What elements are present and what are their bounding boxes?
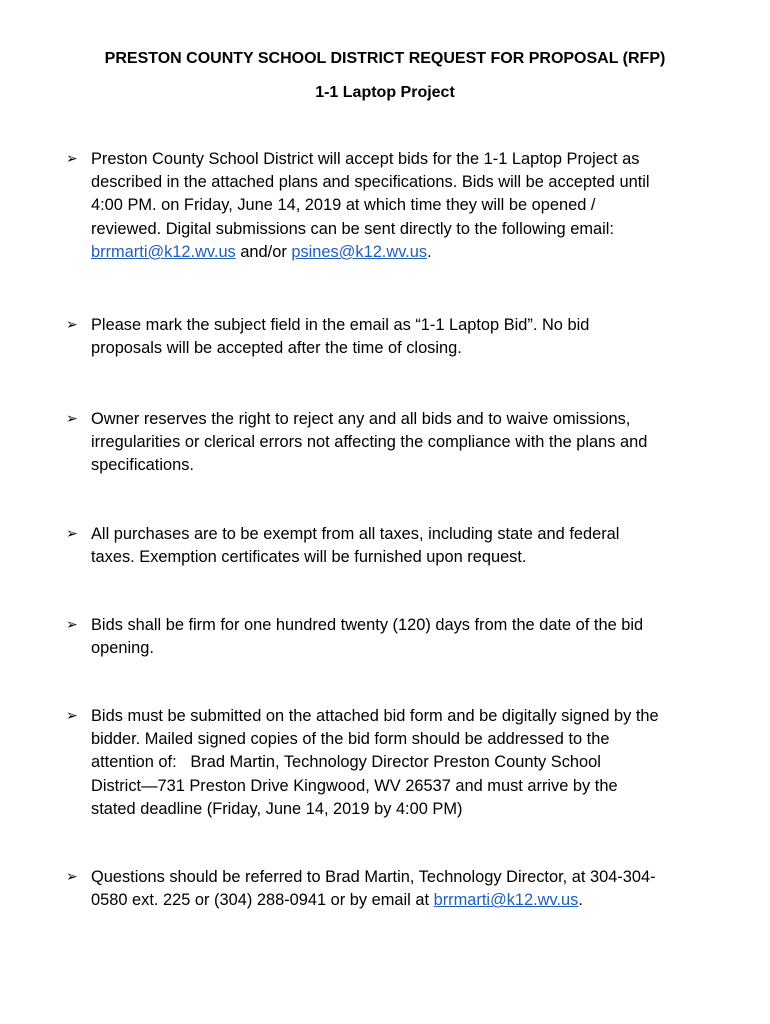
text-line: described in the attached plans and specifications. Bids will be accepted until: [91, 173, 650, 192]
text-line: 4:00 PM. on Friday, June 14, 2019 at which time they will be opened /: [91, 196, 596, 215]
bullet-bid-acceptance: [66, 148, 730, 264]
text-line: Questions should be referred to Brad Martin, Technology Director, at 304-304-: [91, 868, 656, 886]
bullet-arrow-icon: ➢: [66, 869, 78, 885]
bullet-submission-form: [66, 705, 730, 821]
contact-prefix: 0580 ext. 225 or (304) 288-0941 or by email at: [91, 891, 434, 910]
document-title: PRESTON COUNTY SCHOOL DISTRICT REQUEST FOR PROPOSAL (RFP): [104, 50, 666, 67]
email-line: [91, 889, 730, 912]
bullet-text: [91, 705, 730, 821]
bullet-questions-contact: [66, 866, 730, 912]
sentence-end: .: [427, 242, 432, 261]
email-line: [91, 241, 730, 264]
email-link-brrmarti[interactable]: brrmarti@k12.wv.us: [91, 242, 236, 261]
document-subtitle: 1-1 Laptop Project: [315, 84, 455, 101]
text-line: bidder. Mailed signed copies of the bid form should be addressed to the: [91, 730, 610, 749]
bullet-arrow-icon: ➢: [66, 317, 78, 333]
text-line: reviewed. Digital submissions can be sent directly to the following email:: [91, 219, 614, 238]
email-link-psines[interactable]: psines@k12.wv.us: [291, 242, 428, 261]
text-line: District—731 Preston Drive Kingwood, WV 26537 and must arrive by the: [91, 776, 618, 795]
text-line: irregularities or clerical errors not affecting the compliance with the plans and: [91, 433, 648, 452]
bullet-owner-rights: [66, 408, 730, 478]
email-separator: and/or: [235, 242, 292, 261]
bullet-subject-field: [66, 314, 730, 360]
bullet-text: [91, 148, 730, 264]
bullet-tax-exempt: [66, 523, 730, 569]
sentence-end: .: [578, 891, 583, 910]
bullet-arrow-icon: ➢: [66, 411, 78, 427]
text-line: Preston County School District will accept bids for the 1-1 Laptop Project as: [91, 150, 640, 168]
bullet-arrow-icon: ➢: [66, 708, 78, 724]
bullet-text: [91, 523, 730, 569]
text-line: attention of: Brad Martin, Technology Director Preston County School: [91, 753, 601, 772]
bullet-text: [91, 614, 730, 660]
text-line: Bids shall be firm for one hundred twenty (120) days from the date of the bid: [91, 616, 644, 634]
bullet-arrow-icon: ➢: [66, 151, 78, 167]
email-link-brrmarti[interactable]: brrmarti@k12.wv.us: [433, 891, 579, 910]
bullet-bid-firm-period: [66, 614, 730, 660]
bullet-text: [91, 408, 730, 478]
text-line: Please mark the subject field in the email as “1-1 Laptop Bid”. No bid: [91, 316, 590, 334]
text-line: taxes. Exemption certificates will be furnished upon request.: [91, 548, 527, 567]
text-line: opening.: [91, 639, 154, 658]
text-line: stated deadline (Friday, June 14, 2019 by 4:00 PM): [91, 799, 463, 818]
text-line: All purchases are to be exempt from all taxes, including state and federal: [91, 525, 620, 543]
bullet-arrow-icon: ➢: [66, 617, 78, 633]
bullet-arrow-icon: ➢: [66, 526, 78, 542]
text-line: Owner reserves the right to reject any and all bids and to waive omissions,: [91, 410, 631, 428]
text-line: specifications.: [91, 456, 194, 475]
bullet-text: [91, 314, 730, 360]
text-line: Bids must be submitted on the attached bid form and be digitally signed by the: [91, 707, 659, 725]
text-line: proposals will be accepted after the time of closing.: [91, 339, 462, 358]
bullet-text: [91, 866, 730, 912]
